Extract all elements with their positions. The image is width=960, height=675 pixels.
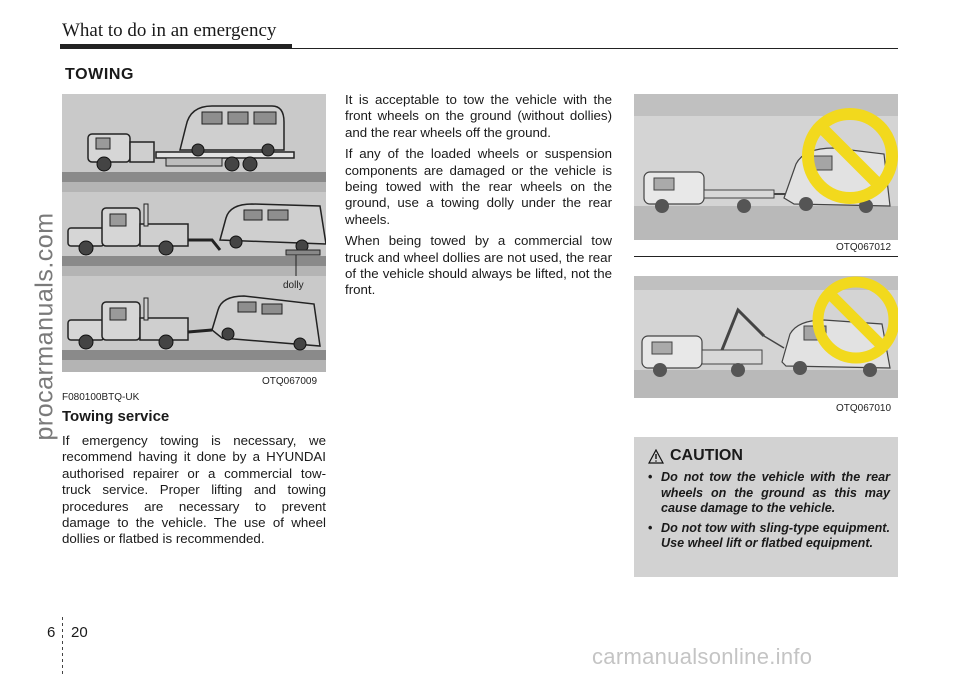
towing-methods-figure	[62, 94, 326, 372]
paragraph-front-wheels: It is acceptable to tow the vehicle with the front wheels on the ground (without dollies) and the rear wheels off the ground.	[345, 92, 612, 140]
figure-code: OTQ067012	[836, 242, 892, 253]
page-number: 20	[71, 624, 88, 641]
wheel-lift-truck-drawing	[68, 204, 220, 255]
section-code: F080100BTQ-UK	[62, 392, 140, 403]
header-rule-thin	[292, 48, 898, 49]
chapter-number: 6	[47, 624, 56, 641]
header-rule	[60, 44, 292, 49]
warning-triangle-icon	[648, 449, 664, 464]
footer-watermark: carmanualsonline.info	[592, 644, 813, 669]
prohibited-towing-figure-2	[634, 276, 898, 398]
page-header-title: What to do in an emergency	[62, 20, 277, 41]
figure-separator	[634, 256, 898, 257]
towing-illustration	[62, 94, 326, 372]
caution-list	[646, 470, 890, 556]
paragraph-rear-lifted: When being towed by a commercial tow truck and wheel dollies are not used, the rear of the vehicle should always be lifted, not the front.	[345, 233, 612, 298]
towing-service-text	[62, 433, 326, 553]
footer-divider	[62, 617, 63, 675]
van-on-flatbed-drawing	[180, 106, 284, 156]
side-watermark: procarmanuals.com	[30, 212, 59, 441]
figure-code: OTQ067010	[836, 403, 892, 414]
van-lifted-rear-drawing	[212, 296, 320, 350]
section-title: TOWING	[65, 66, 135, 83]
sling-truck-drawing	[642, 310, 784, 377]
caution-item: • Do not tow with sling-type equipment. Use wheel lift or flatbed equipment.	[648, 520, 890, 550]
towing-service-heading: Towing service	[62, 408, 170, 425]
middle-column-text	[345, 92, 612, 304]
wheel-lift-truck-2-drawing	[68, 298, 212, 349]
dolly-label: dolly	[283, 280, 304, 291]
caution-item: • Do not tow the vehicle with the rear wheels on the ground as this may cause damage to the vehicle.	[648, 470, 890, 515]
paragraph-dolly: If any of the loaded wheels or suspension components are damaged or the vehicle is being towed with the rear wheels on the ground, use a towing dolly under the rear wheels.	[345, 146, 612, 227]
figure-code: OTQ067009	[262, 376, 318, 387]
towing-service-paragraph: If emergency towing is necessary, we recommend having it done by a HYUNDAI authorised repairer or a commercial tow-truck service. Proper lifting and towing procedures are necessary to prevent damage to the vehicle. The use of wheel dollies or flatbed is recommended.	[62, 433, 326, 547]
prohibited-towing-figure-1	[634, 94, 898, 240]
caution-title: CAUTION	[670, 447, 743, 464]
